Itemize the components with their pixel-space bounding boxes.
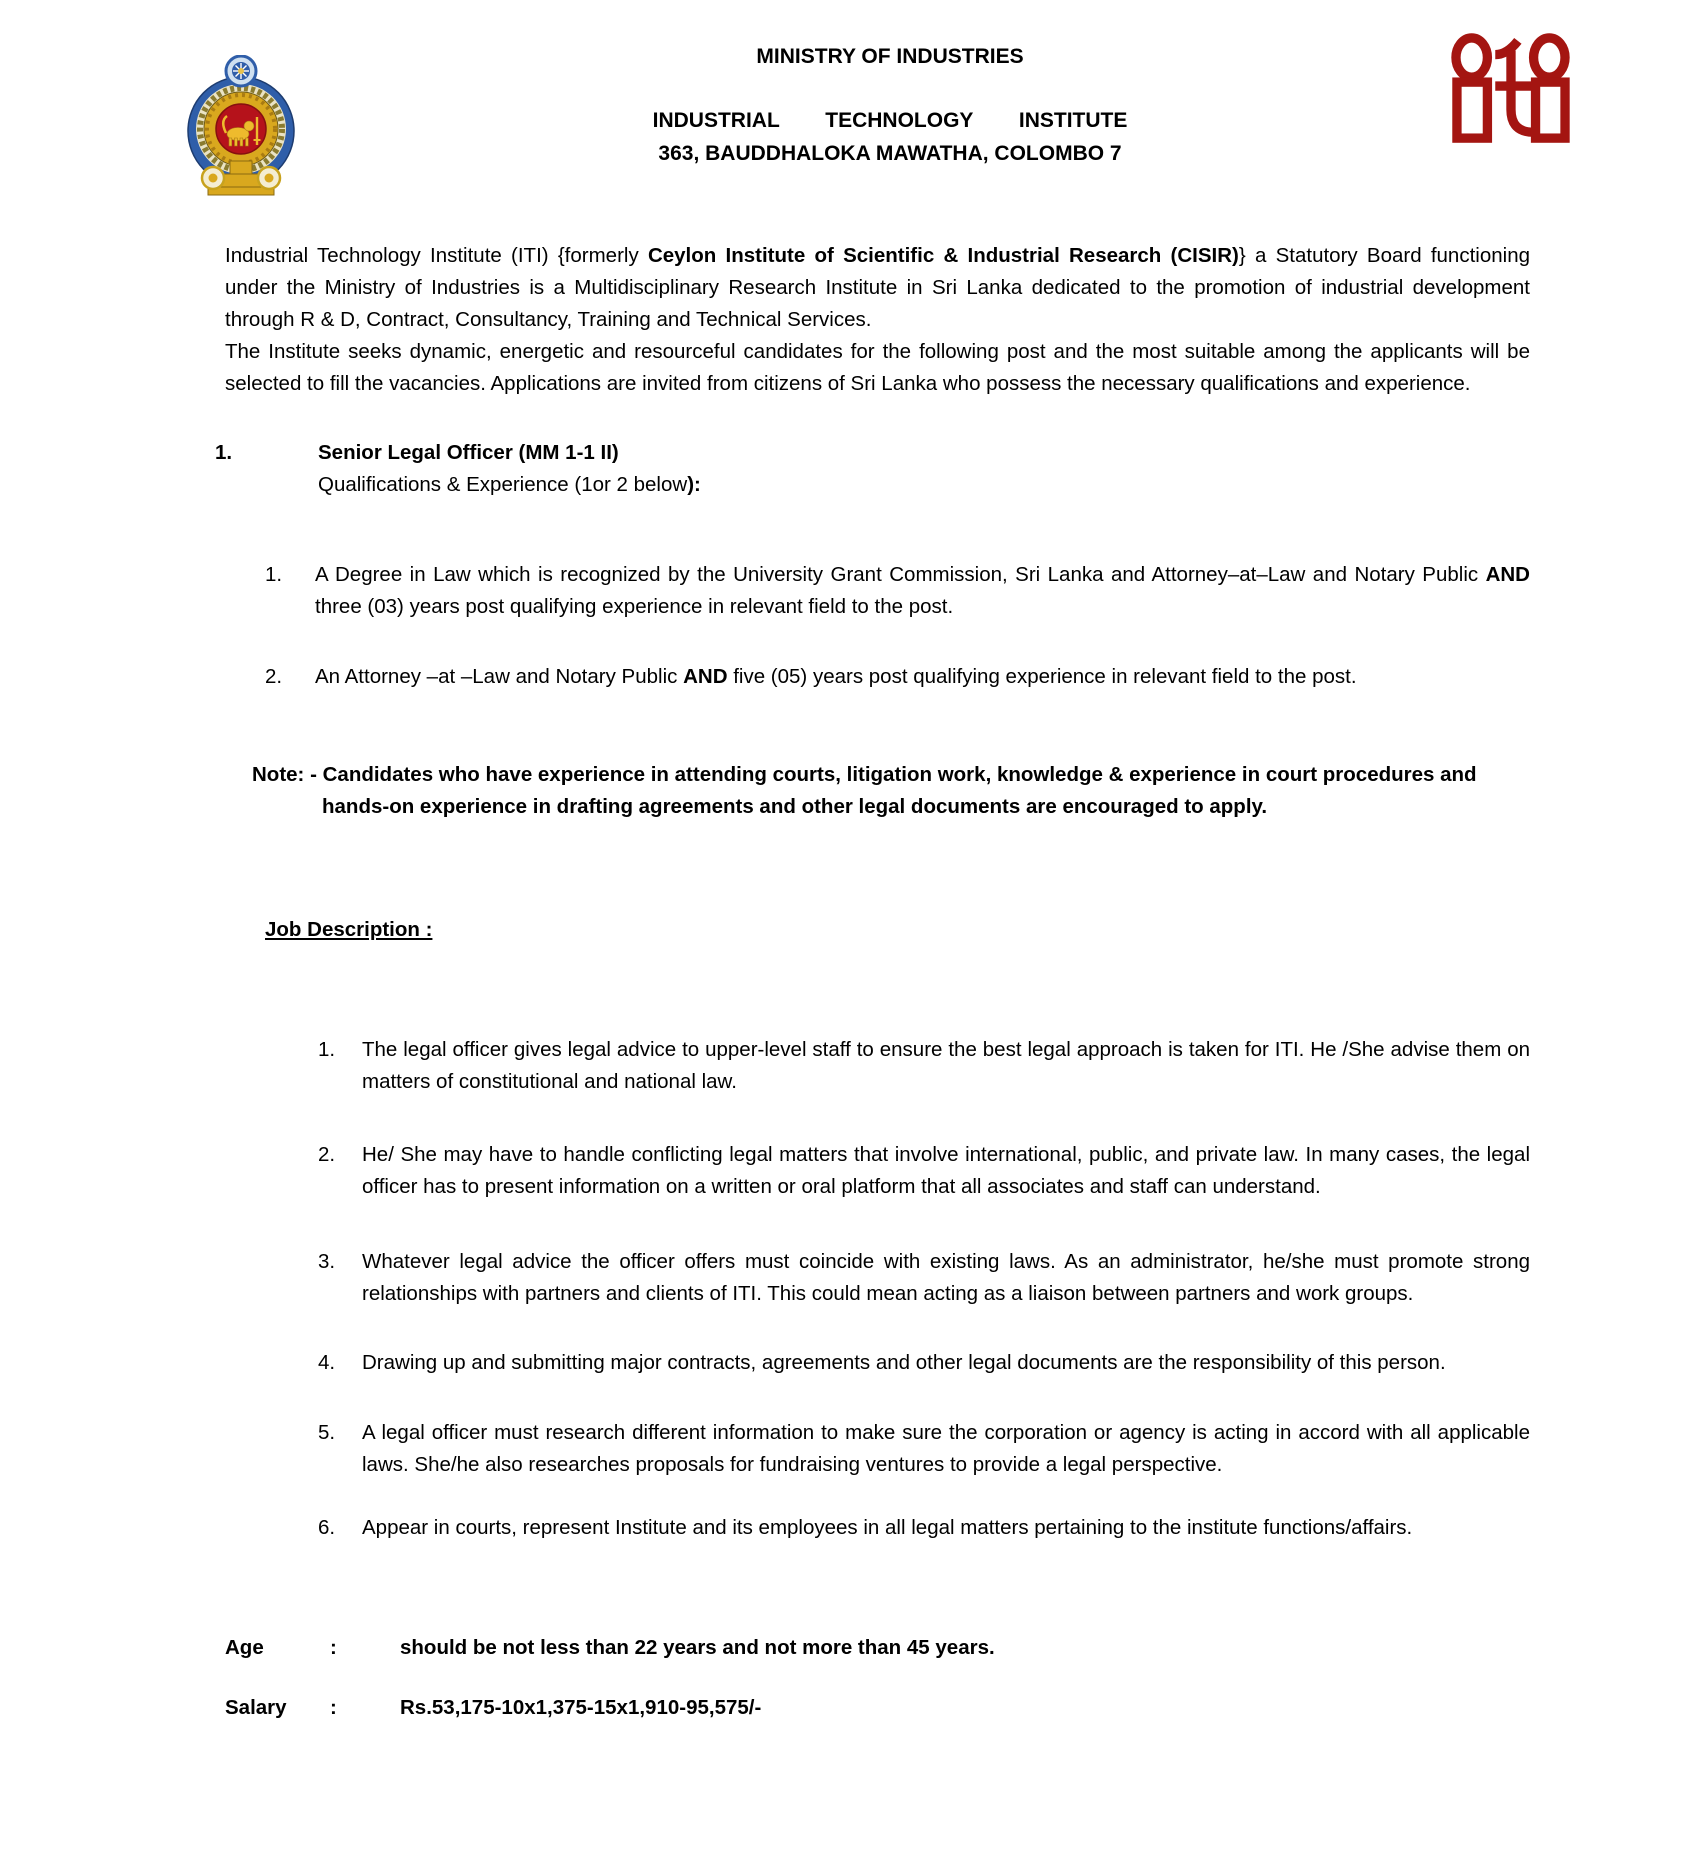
qualification-text-bold: AND xyxy=(1485,563,1530,586)
qualification-text-post: five (05) years post qualifying experience in relevant field to the post. xyxy=(727,665,1357,688)
intro-paragraph-1 xyxy=(225,240,1530,336)
job-description-item-number: 3. xyxy=(318,1250,336,1273)
detail-separator: : xyxy=(330,1696,337,1719)
institute-address: 363, BAUDDHALOKA MAWATHA, COLOMBO 7 xyxy=(658,142,1122,165)
job-description-item-text: Drawing up and submitting major contracts, agreements and other legal documents are the responsibility of this person. xyxy=(362,1351,1446,1374)
detail-label: Age xyxy=(225,1636,264,1659)
job-description-item-number: 1. xyxy=(318,1038,336,1061)
job-description-item-text: Appear in courts, represent Institute and its employees in all legal matters pertaining to the institute functions/affairs. xyxy=(362,1516,1413,1539)
job-description-item xyxy=(318,1417,1530,1481)
qualification-item xyxy=(265,661,1530,693)
post-subtitle xyxy=(318,469,701,501)
post-subtitle-text: Qualifications & Experience (1or 2 below xyxy=(318,473,688,496)
qualification-number: 2. xyxy=(265,665,283,688)
detail-separator: : xyxy=(330,1636,337,1659)
qualification-text-post: three (03) years post qualifying experience in relevant field to the post. xyxy=(315,595,954,618)
note-paragraph xyxy=(252,759,1542,823)
document-body xyxy=(215,240,1530,1724)
intro-p1-text: Industrial Technology Institute (ITI) {formerly xyxy=(225,244,648,267)
intro-p1-bold-text: Ceylon Institute of Scientific & Industrial Research (CISIR) xyxy=(647,244,1239,267)
detail-row-salary xyxy=(225,1692,1530,1724)
job-description-item-number: 4. xyxy=(318,1351,336,1374)
institute-title: INDUSTRIAL TECHNOLOGY INSTITUTE xyxy=(652,109,1128,132)
intro-paragraph-2: The Institute seeks dynamic, energetic and resourceful candidates for the following post and the most suitable among the applicants will be selected to fill the vacancies. Applications are invited from citizens of Sri Lanka who possess the necessary qualifications and experience. xyxy=(225,340,1530,395)
qualification-text-pre: An Attorney –at –Law and Notary Public xyxy=(315,665,684,688)
job-description-item xyxy=(318,1139,1530,1203)
job-description-item xyxy=(318,1347,1530,1379)
job-description-item-text: A legal officer must research different information to make sure the corporation or agency is acting in accord with all applicable laws. She/he also researches proposals for fundraising ventures to provide a legal perspective. xyxy=(362,1421,1530,1476)
qualification-text xyxy=(315,559,1530,623)
detail-value: Rs.53,175-10x1,375-15x1,910-95,575/- xyxy=(400,1696,762,1719)
job-description-item xyxy=(318,1512,1530,1544)
dharmachakra-symbol xyxy=(226,56,256,86)
ministry-title: MINISTRY OF INDUSTRIES xyxy=(756,45,1024,68)
qualification-list xyxy=(225,559,1530,693)
job-description-item-number: 6. xyxy=(318,1516,336,1539)
intro-p1-text-cont: } a Statutory Board functioning under the Ministry of Industries is a Multidisciplinary Research Institute in Sri Lanka dedicated to the promotion of industrial development through R & D, Contract, Consultancy, Training and Technical Services. xyxy=(225,244,1530,331)
detail-label: Salary xyxy=(225,1696,287,1719)
qualification-text-bold: AND xyxy=(683,665,728,688)
detail-value: should be not less than 22 years and not more than 45 years. xyxy=(400,1636,995,1659)
job-description-item-text: The legal officer gives legal advice to upper-level staff to ensure the best legal approach is taken for ITI. He /She advise them on matters of constitutional and national law. xyxy=(362,1038,1530,1093)
post-heading xyxy=(215,437,1530,501)
note-text: Candidates who have experience in attending courts, litigation work, knowledge & experience in court procedures and hands-on experience in drafting agreements and other legal documents are encouraged to apply. xyxy=(322,763,1477,818)
qualification-text xyxy=(315,661,1530,693)
job-description-item-number: 2. xyxy=(318,1143,336,1166)
note-label: Note: - xyxy=(252,763,323,786)
qualification-text-pre: A Degree in Law which is recognized by the University Grant Commission, Sri Lanka and Attorney–at–Law and Notary Public xyxy=(315,563,1486,586)
detail-row-age xyxy=(225,1632,1530,1664)
qualification-item xyxy=(265,559,1530,623)
post-subtitle-bold-text: ): xyxy=(687,473,701,496)
job-description-list xyxy=(225,1034,1530,1544)
post-number: 1. xyxy=(215,441,233,464)
post-details xyxy=(225,1632,1530,1724)
job-description-item-text: He/ She may have to handle conflicting legal matters that involve international, public, and private law. In many cases, the legal officer has to present information on a written or oral platform that all associates and staff can understand. xyxy=(362,1143,1530,1198)
job-description-heading: Job Description : xyxy=(265,918,433,941)
job-description-item-text: Whatever legal advice the officer offers must coincide with existing laws. As an administrator, he/she must promote strong relationships with partners and clients of ITI. This could mean acting as a liaison between partners and work groups. xyxy=(362,1250,1530,1305)
job-description-item xyxy=(318,1034,1530,1098)
job-description-item-number: 5. xyxy=(318,1421,336,1444)
letterhead xyxy=(260,44,1520,167)
post-title: Senior Legal Officer (MM 1-1 II) xyxy=(318,441,619,464)
qualification-number: 1. xyxy=(265,563,283,586)
job-description-item xyxy=(318,1246,1530,1310)
